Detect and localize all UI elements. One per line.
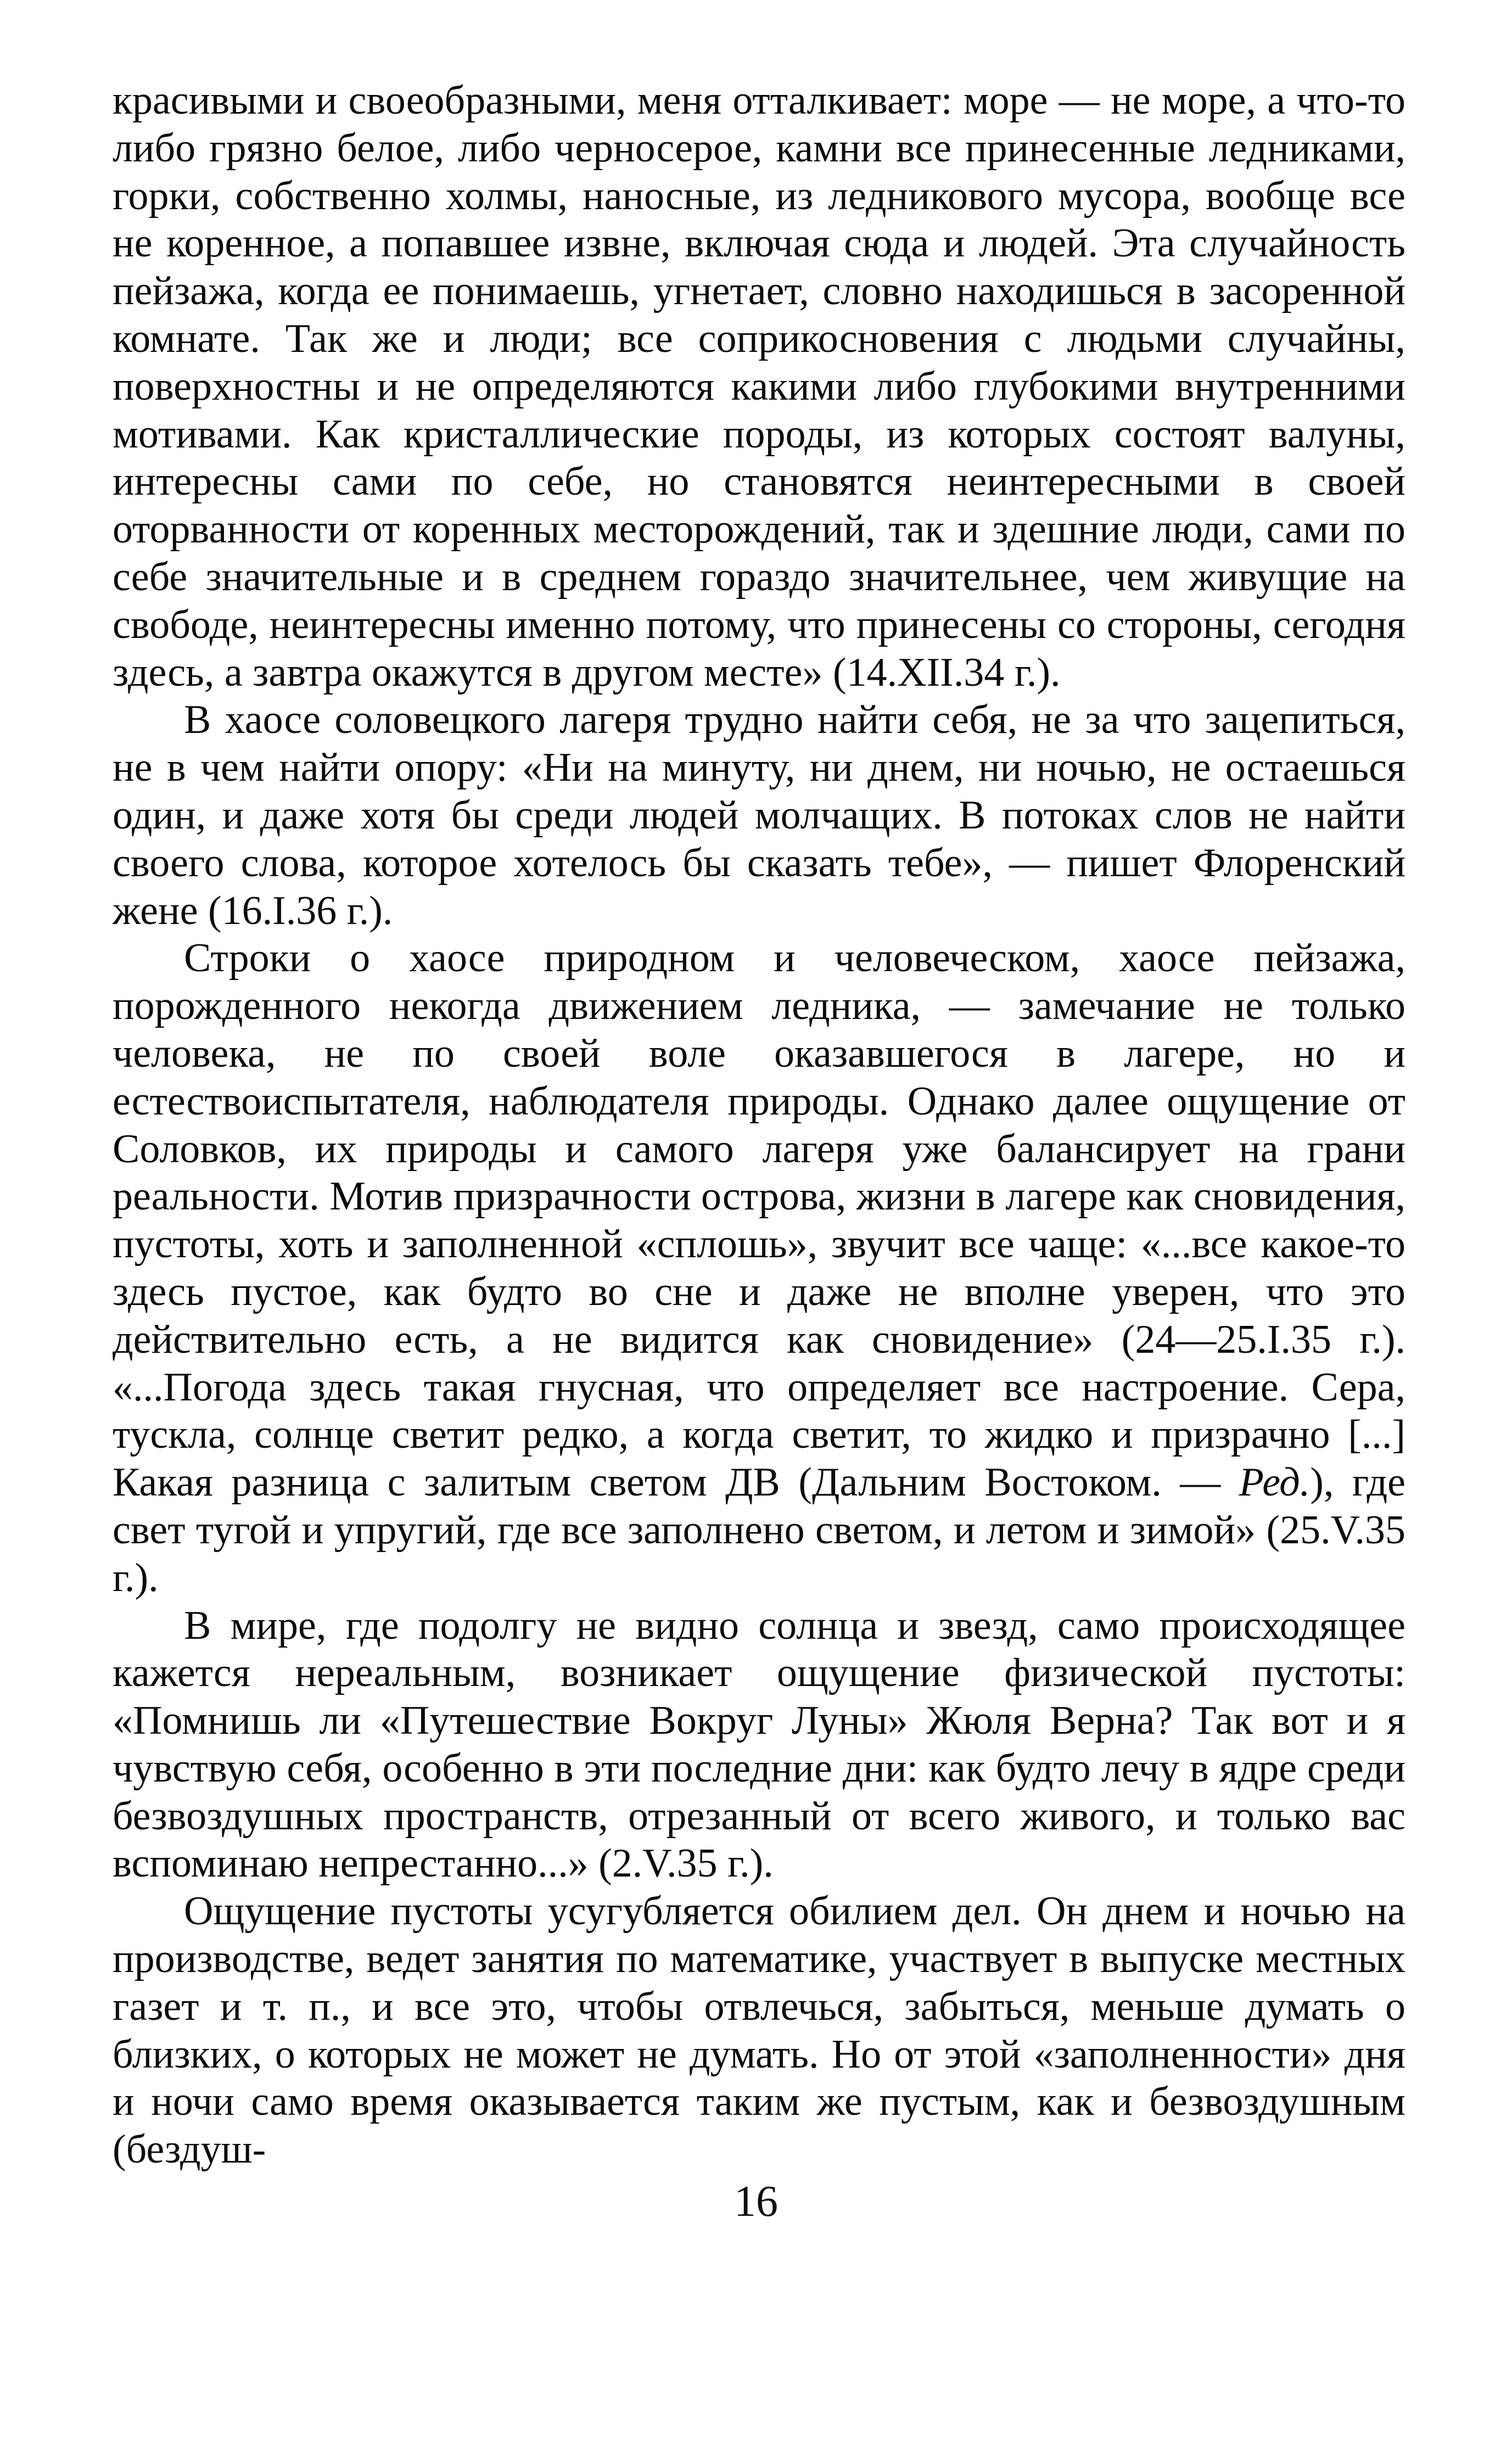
paragraph-1: красивыми и своеобразными, меня отталкивает: море — не море, а что-то либо грязно белое, либо черносерое, камни все принесенные ледниками, горки, собственно холмы, наносные, из ледникового мусора, вообще все не коренное, а попавшее извне, включая сюда и людей. Эта случайность пейзажа, когда ее понимаешь, угнетает, словно находишься в засоренной комнате. Так же и люди; все соприкосновения с людьми случайны, поверхностны и не определяются какими либо глубокими внутренними мотивами. Как кристаллические породы, из которых состоят валуны, интересны сами по себе, но становятся неинтересными в своей оторванности от коренных месторождений, так и здешние люди, сами по себе значительные и в среднем гораздо значительнее, чем живущие на свободе, неинтересны именно потому, что принесены со стороны, сегодня здесь, а завтра окажутся в другом месте» (14.XII.34 г.). [113, 78, 1405, 695]
paragraph-3-tail: ), где свет тугой и упругий, где все заполнено светом, и летом и зимой» (25.V.35 г.). [113, 1460, 1406, 1600]
paragraph-4: В мире, где подолгу не видно солнца и звезд, само происходящее кажется нереальным, возникает ощущение физической пустоты: «Помнишь ли «Путешествие Вокруг Луны» Жюля Верна? Так вот и я чувствую себя, особенно в эти последние дни: как будто лечу в ядре среди безвоздушных пространств, отрезанный от всего живого, и только вас вспоминаю непрестанно...» (2.V.35 г.). [113, 1603, 1405, 1886]
page-number: 16 [734, 2177, 778, 2226]
paragraph-2: В хаосе соловецкого лагеря трудно найти себя, не за что зацепиться, не в чем найти опору: «Ни на минуту, ни днем, ни ночью, не остаешься один, и даже хотя бы среди людей молчащих. В потоках слов не найти своего слова, которое хотелось бы сказать тебе», — пишет Флоренский жене (16.I.36 г.). [113, 697, 1405, 933]
page-body [113, 77, 1405, 2174]
paragraph-5: Ощущение пустоты усугубляется обилием дел. Он днем и ночью на производстве, ведет занятия по математике, участвует в выпуске местных газет и т. п., и все это, чтобы отвлечься, забыться, меньше думать о близких, о которых не может не думать. Но от этой «заполненности» дня и ночи само время оказывается таким же пустым, как и безвоздушным (бездуш- [113, 1889, 1405, 2172]
editor-note: Ред. [1239, 1460, 1311, 1505]
paragraph-3 [113, 934, 1405, 1601]
paragraph-3-text: Строки о хаосе природном и человеческом, хаосе пейзажа, порожденного некогда движением ледника, — замечание не только человека, не по своей воле оказавшегося в лагере, но и естествоиспытателя, наблюдателя природы. Однако далее ощущение от Соловков, их природы и самого лагеря уже балансирует на грани реальности. Мотив призрачности острова, жизни в лагере как сновидения, пустоты, хоть и заполненной «сплошь», звучит все чаще: «...все какое-то здесь пустое, как будто во сне и даже не вполне уверен, что это действительно есть, а не видится как сновидение» (24—25.I.35 г.). «...Погода здесь такая гнусная, что определяет все настроение. Сера, тускла, солнце светит редко, а когда светит, то жидко и призрачно [...] Какая разница с залитым светом ДВ (Дальним Востоком. — [113, 936, 1405, 1505]
